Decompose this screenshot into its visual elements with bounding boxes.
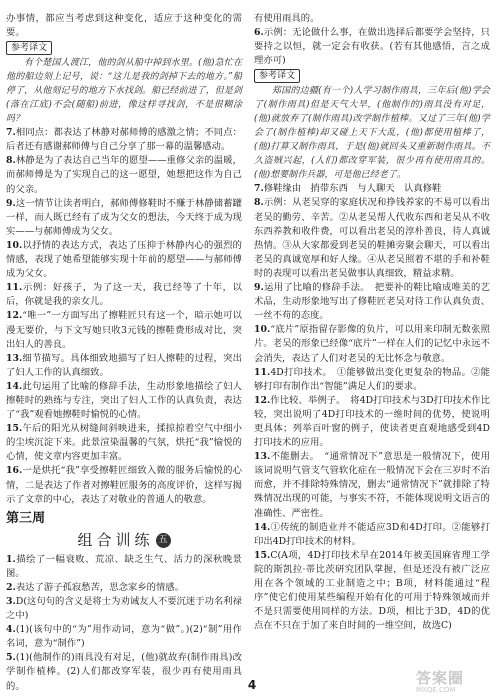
classical-translation: 有个楚国人渡江，他的剑从船中掉到水里。(他)急忙在他的船边刻上记号，说：“这儿是我的剑掉下去的地方。”船停了，从他刻记号的地方下水找剑。船已经前进了，但是剑(落在江底)不会(随船)前进，像这样寻找剑，不是很糊涂吗？ bbox=[6, 58, 242, 125]
section-number-badge: 五 bbox=[156, 533, 171, 548]
continued-line: 有使用雨具的。 bbox=[254, 13, 320, 24]
answer-item: 10.“底片”原指留存影像的负片，可以用来印制无数张照片。老吴的形象已经像“底片”一样在人们的记忆中永远不会消失，表达了人们对老吴的无比怀念与敬意。 bbox=[254, 324, 490, 364]
week-heading: 第三周 bbox=[6, 510, 46, 526]
answer-item: 14.①传统的制造业并不能适应3D和4D打印。②能够打印出4D打印技术的材料。 bbox=[254, 521, 490, 547]
answer-item: 14.此句运用了比喻的修辞手法，生动形象地描绘了妇人擦鞋时的熟练与专注，突出了妇人工作的认真负责，表达了“我”观看她擦鞋时愉悦的心情。 bbox=[6, 380, 242, 421]
answer-item: 4.(1)(该句中的“为”用作动词，意为“做”。)(2)“制”用作名词，意为“制作”) bbox=[6, 624, 242, 650]
answer-item: 15.午后的阳光从树缝间斜映进来，揉掠掠着空气中细小的尘埃沉淀下来。此景渲染温馨的气氛，烘托“我”愉悦的心情，使文章内容更加丰富。 bbox=[6, 423, 242, 463]
answer-item: 9.这一情节让读者明白，郝师傅修鞋时不赚于林静储蓄罐一样，而人既已经有了成为父女的想法，今天终于成为现实——与郝师傅成为父女。 bbox=[6, 197, 242, 237]
answer-item: 13.细节描写。具体细致地描写了妇人擦鞋的过程，突出了妇人工作的认真细致。 bbox=[6, 352, 242, 378]
answer-item: 12.“唯一”一方面写出了擦鞋匠只有这一个，暗示她可以漫无要价，与下文写她只收3元钱的擦鞋费形成对比，突出妇人的善良。 bbox=[6, 310, 242, 350]
page-number: 4 bbox=[247, 678, 257, 692]
classical-translation: 郑国的边疆(有一个)人学习制作雨具，三年后(他)学会了(制作雨具)但是天气大旱，(他制作的)雨具没有对足，(他)就放弃了(制作雨具)改学制作植棒。又过了三年(他)学会了(制作植棒)却又碰上天下大乱，(他)都使用植棒了，(他)打算又制作雨具，于是(他)就回头又重新制作雨具。不久盗贼兴起，(人们)都改穿军装，很少再有使用雨具的。(他)想要制作兵器，可是他已经老了。 bbox=[254, 86, 490, 181]
answer-item: 11.示例：好孩子，为了这一天，我已经等了十年，以后，你就是我的亲女儿。 bbox=[6, 282, 242, 308]
site-watermark bbox=[416, 670, 494, 696]
answer-item: 12.作比较、举例子。 将4D打印技术与3D打印技术作比较，突出说明了4D打印技术的一维时间的优势，使说明更具体；列举百叶窗的例子，使读者更直观地感受到4D打印技术的应用。 bbox=[254, 394, 490, 449]
answer-item: 5.(1)(他制作的)雨具没有对足，(他)就故弃(制作雨具)改学制作植棒。(2)人们都改穿军装，很少再有使用雨具的。 bbox=[6, 652, 242, 692]
answer-item: 8.示例：从老吴穿的家庭状况和挣钱养家的不易可以看出老吴的勤劳、辛苦。②从老吴帮人代收东西和老吴从不收东西养教和收件费，可以看出老吴的淳朴善良，待人真诚热情。③从大家都爱到老吴的鞋摊旁聚会聊天，可以看出老吴的真诚宽厚和好人缘。④从老吴照着不堪的手和补鞋时的表现可以看出老吴做事认真细致，精益求精。 bbox=[254, 197, 490, 279]
answer-item: 3.D(这句句的含义是将士为劝诫友人不要沉迷于功名利禄之中) bbox=[6, 596, 242, 622]
answer-item: 11.4D打印技术。 ①能够做出变化更复杂的物品。②能够打印有制作出“智能”满足人们的要求。 bbox=[254, 366, 490, 392]
answer-list-b bbox=[6, 553, 242, 694]
answer-item: 2.表达了游子孤寂愁苦，思念家乡的情感。 bbox=[6, 581, 185, 593]
section-title bbox=[6, 529, 242, 551]
answer-item: 7.相同点：都表达了林静对郝师傅的感激之情；不同点：后者还有感谢郝师傅与自己分享了那一幕的温馨感动。 bbox=[6, 127, 242, 153]
left-column bbox=[6, 12, 242, 694]
answer-item: 8.林静是为了表达自己当年的愿望——重修父亲的温暖，而郝师傅是为了实现自己的这一愿望，她想把这作为自己的父亲。 bbox=[6, 155, 242, 195]
watermark-text: 答案圈 bbox=[416, 669, 465, 687]
watermark-url: MXQE.COM bbox=[416, 686, 456, 694]
answer-list-c bbox=[254, 182, 490, 633]
answer-item: 1.描绘了一幅衰败、荒凉、缺乏生气、活力的深秋晚景图。 bbox=[6, 553, 242, 579]
reference-translation-label: 参考译文 bbox=[254, 69, 300, 83]
answer-item: 13.不能删去。 “通常情况下”意思是一般情况下，使用该词说明气管支气管软化症在一般情况下会在三岁时不治而愈，并不排除特殊情况，删去“通常情况下”就排除了特殊情况出现的可能，与事实不符，不能体现说明文语言的准确性、严密性。 bbox=[254, 451, 490, 519]
answer-item: 15.C(A项，4D打印技术早在2014年被美国麻省理工学院的斯凯拉·蒂比茨研究团队掌握，但是还没有被广泛应用在各个领域的工业制造之中；B项，材料能通过“程序”使它们使用某些编程开始有化的可用于特殊领域而并不是只需要使用同样的方法。D项，相比于3D，4D的优点在不只在于加了来自时间的一维空间，故选C) bbox=[254, 549, 490, 632]
answer-list-a bbox=[6, 126, 242, 507]
section-title-text: 组合训练 bbox=[77, 530, 154, 549]
reference-translation-label: 参考译文 bbox=[6, 41, 52, 55]
answer-item: 16.一是烘托“我”享受擦鞋匠细致入微的服务后愉悦的心情，二是表达了作者对擦鞋匠服务的高度评价，这样写揭示了文章的中心，表达了对敬业的普通人的敬意。 bbox=[6, 465, 242, 505]
intro-paragraph: 办事情，都应当考虑到这种变化，适应于这种变化的需要。 bbox=[6, 13, 242, 39]
right-column bbox=[254, 12, 490, 633]
answer-item: 9.运用了比喻的修辞手法。 把要补的鞋比喻成唯美的艺术品，生动形象地写出了修鞋匠老吴对待工作认真负责、一丝不苟的态度。 bbox=[254, 282, 490, 322]
answer-item: 7.修鞋缘由 捎带东西 与人聊天 认真修鞋 bbox=[254, 183, 442, 195]
answer-item: 6.示例：无论做什么事，在做出选择后都要学会坚持，只要持之以恒，就一定会有收获。(若有其他感悟，言之成理亦可) bbox=[254, 27, 490, 67]
answer-item: 10.以抒情的表达方式，表达了压抑于林静内心的强烈的情感，表现了她希望能够实现十年前的愿望——与郝师傅成为父女。 bbox=[6, 239, 242, 280]
